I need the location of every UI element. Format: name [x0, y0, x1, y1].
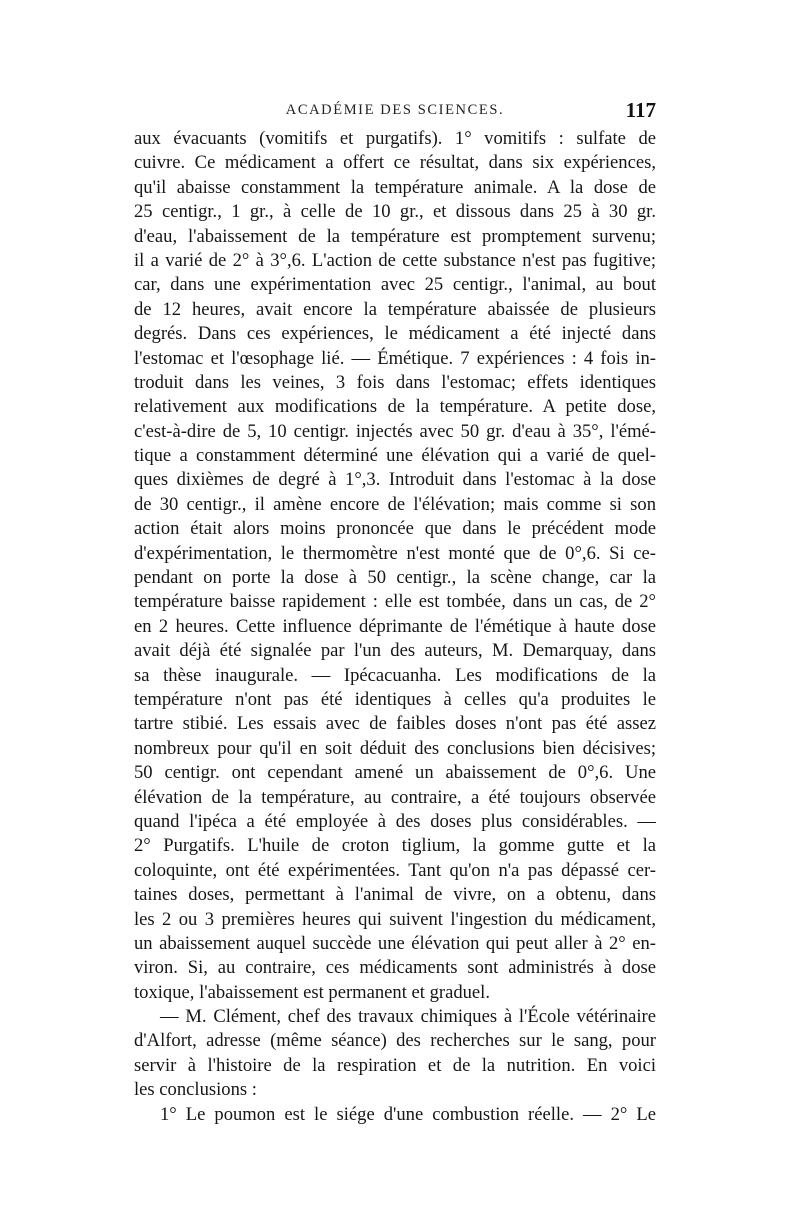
text-line: de 12 heures, avait encore la température abaissée de plusieurs [134, 298, 656, 320]
running-title: ACADÉMIE DES SCIENCES. [285, 102, 505, 118]
text-line: d'expérimentation, le thermomètre n'est monté que de 0°,6. Si ce- [134, 542, 656, 564]
text-line: tartre stibié. Les essais avec de faibles doses n'ont pas été assez [134, 713, 656, 735]
text-line: il a varié de 2° à 3°,6. L'action de cette substance n'est pas fugitive; [134, 249, 656, 271]
text-line: 50 centigr. ont cependant amené un abaissement de 0°,6. Une [134, 762, 656, 784]
text-line: sa thèse inaugurale. — Ipécacuanha. Les modifications de la [134, 664, 656, 686]
text-line: quand l'ipéca a été employée à des doses plus considérables. — [134, 810, 656, 832]
text-line: d'eau, l'abaissement de la température est promptement survenu; [134, 225, 656, 247]
text-line: 1° Le poumon est le siége d'une combustion réelle. — 2° Le [160, 1103, 656, 1125]
text-line: aux évacuants (vomitifs et purgatifs). 1° vomitifs : sulfate de [134, 128, 656, 149]
text-line: élévation de la température, au contraire, a été toujours observée [134, 786, 656, 808]
text-line: toxique, l'abaissement est permanent et graduel. [134, 981, 490, 1003]
text-line: de 30 centigr., il amène encore de l'élévation; mais comme si son [134, 493, 656, 515]
text-line: cuivre. Ce médicament a offert ce résultat, dans six expériences, [134, 152, 656, 174]
page-number: 117 [625, 98, 656, 122]
text-line: qu'il abaisse constamment la température animale. A la dose de [134, 176, 656, 198]
text-line: coloquinte, ont été expérimentées. Tant qu'on n'a pas dépassé cer- [134, 859, 656, 881]
text-line: taines doses, permettant à l'animal de vivre, on a obtenu, dans [134, 884, 656, 906]
text-line: degrés. Dans ces expériences, le médicament a été injecté dans [134, 323, 656, 345]
text-line: c'est-à-dire de 5, 10 centigr. injectés avec 50 gr. d'eau à 35°, l'émé- [134, 420, 656, 442]
text-line: servir à l'histoire de la respiration et de la nutrition. En voici [134, 1054, 656, 1076]
text-line: viron. Si, au contraire, ces médicaments sont administrés à dose [134, 957, 656, 979]
page-header [134, 98, 656, 124]
text-line: avait déjà été signalée par l'un des auteurs, M. Demarquay, dans [134, 640, 656, 662]
text-line: les conclusions : [134, 1079, 257, 1101]
text-line: troduit dans les veines, 3 fois dans l'estomac; effets identiques [134, 371, 656, 393]
text-line: en 2 heures. Cette influence déprimante de l'émétique à haute dose [134, 615, 656, 637]
text-line: température n'ont pas été identiques à celles qu'a produites le [134, 688, 656, 710]
text-line: l'estomac et l'œsophage lié. — Émétique. 7 expériences : 4 fois in- [134, 347, 656, 369]
body-text [134, 127, 656, 1127]
text-line: pendant on porte la dose à 50 centigr., la scène change, car la [134, 567, 656, 589]
text-line: nombreux pour qu'il en soit déduit des conclusions bien décisives; [134, 737, 656, 759]
text-line: d'Alfort, adresse (même séance) des recherches sur le sang, pour [134, 1030, 656, 1052]
text-line: un abaissement auquel succède une élévation qui peut aller à 2° en- [134, 932, 656, 954]
text-line: relativement aux modifications de la température. A petite dose, [134, 396, 656, 418]
text-line: 25 centigr., 1 gr., à celle de 10 gr., et dissous dans 25 à 30 gr. [134, 201, 656, 223]
text-line: les 2 ou 3 premières heures qui suivent l'ingestion du médicament, [134, 908, 656, 930]
text-line: action était alors moins prononcée que dans le précédent mode [134, 518, 656, 540]
text-line: 2° Purgatifs. L'huile de croton tiglium, la gomme gutte et la [134, 835, 656, 857]
text-line: ques dixièmes de degré à 1°,3. Introduit dans l'estomac à la dose [134, 469, 656, 491]
text-line: — M. Clément, chef des travaux chimiques à l'École vétérinaire [160, 1006, 656, 1028]
text-line: température baisse rapidement : elle est tombée, dans un cas, de 2° [134, 591, 656, 613]
text-line: tique a constamment déterminé une élévation qui a varié de quel- [134, 445, 656, 467]
text-line: car, dans une expérimentation avec 25 centigr., l'animal, au bout [134, 274, 656, 296]
